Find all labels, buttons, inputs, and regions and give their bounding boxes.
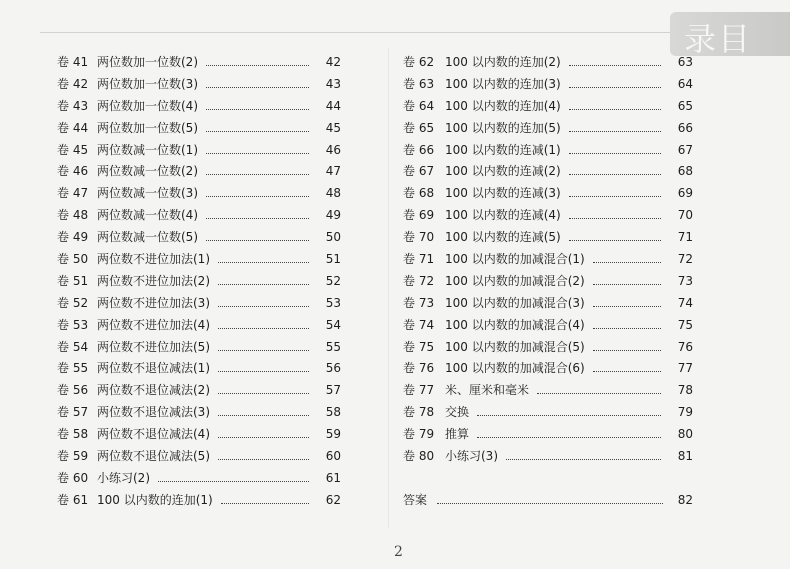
toc-entry-title: 100 以内数的连加(2): [445, 55, 561, 69]
toc-entry[interactable]: [403, 447, 693, 469]
toc-entry-title: 两位数不退位减法(4): [97, 427, 210, 442]
toc-entry[interactable]: [403, 162, 693, 184]
dot-leader: [569, 218, 661, 219]
toc-entry-title: 两位数不退位减法(2): [97, 383, 210, 398]
toc-entry-number: 卷 54: [57, 339, 89, 354]
dot-leader: [218, 393, 309, 394]
toc-entry[interactable]: [57, 162, 347, 184]
dot-leader: [206, 218, 309, 219]
toc-entry[interactable]: [403, 75, 693, 97]
contents-header-tab: [670, 12, 790, 56]
toc-entry-number: 卷 70: [403, 230, 435, 245]
toc-entry-page: 62: [325, 492, 341, 507]
dot-leader: [218, 350, 309, 351]
toc-entry[interactable]: [403, 272, 693, 294]
toc-entry-title: 两位数不进位加法(3): [97, 295, 210, 310]
dot-leader: [206, 131, 309, 132]
toc-entry-number: 卷 74: [403, 317, 435, 332]
dot-leader: [569, 87, 661, 88]
dot-leader: [537, 393, 661, 394]
toc-entry[interactable]: [403, 97, 693, 119]
toc-entry[interactable]: [403, 425, 693, 447]
toc-entry-page: 61: [325, 470, 341, 485]
toc-entry-number: 卷 52: [57, 295, 89, 310]
toc-entry-title: 100 以内数的连减(4): [445, 208, 561, 223]
toc-entry-page: 47: [325, 164, 341, 179]
toc-entry-title: 100 以内数的连加(3): [445, 76, 561, 91]
toc-entry-title: 两位数加一位数(3): [97, 76, 198, 91]
toc-entry-number: 卷 47: [57, 186, 89, 201]
toc-entry-number: 卷 41: [57, 55, 89, 69]
dot-leader: [593, 328, 661, 329]
toc-entry-title: 100 以内数的连加(1): [97, 492, 213, 507]
toc-entry[interactable]: [57, 272, 347, 294]
toc-entry-title: 100 以内数的加减混合(4): [445, 317, 585, 332]
toc-entry-title: 两位数不退位减法(3): [97, 405, 210, 420]
dot-leader: [218, 371, 309, 372]
toc-entry[interactable]: [403, 141, 693, 163]
toc-entry[interactable]: [403, 250, 693, 272]
toc-entry-page: 66: [677, 120, 693, 135]
toc-entry-number: 卷 50: [57, 252, 89, 267]
toc-entry[interactable]: [403, 228, 693, 250]
toc-entry[interactable]: [57, 338, 347, 360]
toc-entry-title: 两位数加一位数(4): [97, 98, 198, 113]
toc-entry[interactable]: [403, 381, 693, 403]
toc-entry-page: 43: [325, 76, 341, 91]
toc-entry-number: 卷 61: [57, 492, 89, 507]
toc-entry-title: 两位数不进位加法(1): [97, 252, 210, 267]
toc-entry[interactable]: [57, 316, 347, 338]
toc-entry-page: 50: [325, 230, 341, 245]
toc-entry-title: 推算: [445, 427, 470, 442]
toc-entry[interactable]: [57, 359, 347, 381]
dot-leader: [593, 306, 661, 307]
toc-entry-title: 100 以内数的连加(5): [445, 120, 561, 135]
toc-entry-number: 卷 57: [57, 405, 89, 420]
top-rule: [40, 32, 670, 33]
toc-entry-number: 卷 63: [403, 76, 435, 91]
dot-leader: [221, 503, 309, 504]
dot-leader: [218, 328, 309, 329]
toc-entry-number: 卷 75: [403, 339, 435, 354]
toc-entry-number: 卷 56: [57, 383, 89, 398]
dot-leader: [206, 153, 309, 154]
toc-entry-page: 79: [677, 405, 693, 420]
toc-entry[interactable]: [57, 491, 347, 513]
toc-entry-number: 卷 59: [57, 449, 89, 464]
dot-leader: [593, 371, 661, 372]
toc-entry-number: 卷 64: [403, 98, 435, 113]
toc-entry[interactable]: [57, 141, 347, 163]
toc-entry-title: 两位数不进位加法(4): [97, 317, 210, 332]
dot-leader: [206, 196, 309, 197]
toc-entry-title: 小练习(2): [97, 470, 150, 485]
toc-entry-title: 100 以内数的连加(4): [445, 98, 561, 113]
toc-entry-number: 卷 48: [57, 208, 89, 223]
dot-leader: [206, 109, 309, 110]
dot-leader: [218, 459, 309, 460]
toc-entry-number: 卷 73: [403, 295, 435, 310]
toc-entry-title: 两位数加一位数(2): [97, 55, 198, 69]
toc-entry-title: 两位数减一位数(3): [97, 186, 198, 201]
toc-entry[interactable]: [57, 447, 347, 469]
dot-leader: [206, 87, 309, 88]
toc-entry-title: 100 以内数的连减(3): [445, 186, 561, 201]
toc-left-column: [57, 53, 347, 513]
toc-entry[interactable]: [57, 228, 347, 250]
toc-entry-page: 74: [677, 295, 693, 310]
toc-right-column: [403, 53, 693, 469]
dot-leader: [158, 481, 309, 482]
toc-entry-number: 卷 42: [57, 76, 89, 91]
toc-entry-page: 56: [325, 361, 341, 376]
toc-entry-page: 71: [677, 230, 693, 245]
toc-entry[interactable]: [403, 338, 693, 360]
toc-entry-number: 卷 45: [57, 142, 89, 157]
dot-leader: [218, 415, 309, 416]
toc-entry-title: 100 以内数的连减(1): [445, 142, 561, 157]
dot-leader: [569, 174, 661, 175]
dot-leader: [218, 284, 309, 285]
toc-entry-number: 卷 62: [403, 55, 435, 69]
toc-entry-title: 100 以内数的加减混合(6): [445, 361, 585, 376]
toc-entry[interactable]: [57, 250, 347, 272]
toc-entry-title: 答案: [403, 493, 428, 507]
toc-entry-title: 两位数减一位数(4): [97, 208, 198, 223]
toc-entry[interactable]: [403, 294, 693, 316]
toc-entry-number: 卷 69: [403, 208, 435, 223]
toc-entry[interactable]: [403, 316, 693, 338]
dot-leader: [569, 196, 661, 197]
toc-entry[interactable]: [403, 403, 693, 425]
dot-leader: [593, 350, 661, 351]
toc-entry-page: 59: [325, 427, 341, 442]
toc-entry-page: 55: [325, 339, 341, 354]
toc-entry[interactable]: [57, 119, 347, 141]
toc-entry-page: 64: [677, 76, 693, 91]
toc-entry-page: 45: [325, 120, 341, 135]
toc-entry-answers[interactable]: [403, 491, 693, 511]
toc-entry-page: 80: [677, 427, 693, 442]
toc-entry-page: 81: [677, 449, 693, 464]
toc-entry-title: 两位数减一位数(1): [97, 142, 198, 157]
toc-entry-page: 51: [325, 252, 341, 267]
toc-entry-page: 44: [325, 98, 341, 113]
toc-entry-page: 57: [325, 383, 341, 398]
toc-entry-page: 54: [325, 317, 341, 332]
toc-entry[interactable]: [57, 381, 347, 403]
toc-entry-page: 58: [325, 405, 341, 420]
toc-entry-number: 卷 43: [57, 98, 89, 113]
toc-entry-page: 72: [677, 252, 693, 267]
toc-entry-page: 69: [677, 186, 693, 201]
toc-entry[interactable]: [403, 53, 693, 75]
toc-entry-page: 46: [325, 142, 341, 157]
dot-leader: [569, 153, 661, 154]
toc-entry-page: 42: [325, 55, 341, 69]
dot-leader: [437, 503, 663, 504]
toc-entry[interactable]: [403, 206, 693, 228]
toc-entry-number: 卷 72: [403, 273, 435, 288]
toc-entry-number: 卷 78: [403, 405, 435, 420]
dot-leader: [569, 131, 661, 132]
toc-entry[interactable]: [57, 53, 347, 75]
toc-entry-title: 两位数加一位数(5): [97, 120, 198, 135]
toc-entry-number: 卷 65: [403, 120, 435, 135]
toc-entry-title: 两位数减一位数(2): [97, 164, 198, 179]
toc-entry-page: 52: [325, 273, 341, 288]
toc-entry-title: 100 以内数的连减(2): [445, 164, 561, 179]
dot-leader: [569, 65, 661, 66]
dot-leader: [593, 262, 661, 263]
toc-entry-title: 米、厘米和毫米: [445, 383, 530, 398]
toc-entry[interactable]: [57, 184, 347, 206]
dot-leader: [218, 262, 309, 263]
toc-entry-page: 48: [325, 186, 341, 201]
toc-entry-number: 卷 79: [403, 427, 435, 442]
toc-entry-page: 60: [325, 449, 341, 464]
toc-entry[interactable]: [57, 469, 347, 491]
dot-leader: [206, 240, 309, 241]
toc-entry-page: 70: [677, 208, 693, 223]
toc-entry-page: 77: [677, 361, 693, 376]
toc-entry-title: 两位数不退位减法(5): [97, 449, 210, 464]
toc-entry[interactable]: [403, 359, 693, 381]
toc-entry-number: 卷 55: [57, 361, 89, 376]
toc-entry-title: 两位数不进位加法(2): [97, 273, 210, 288]
toc-entry-number: 卷 49: [57, 230, 89, 245]
toc-entry-number: 卷 68: [403, 186, 435, 201]
dot-leader: [477, 415, 661, 416]
toc-entry-number: 卷 60: [57, 470, 89, 485]
toc-entry-title: 100 以内数的加减混合(1): [445, 252, 585, 267]
toc-entry-title: 两位数不退位减法(1): [97, 361, 210, 376]
toc-entry[interactable]: [57, 97, 347, 119]
toc-entry-number: 卷 66: [403, 142, 435, 157]
toc-entry-number: 卷 67: [403, 164, 435, 179]
dot-leader: [569, 109, 661, 110]
toc-entry[interactable]: [57, 425, 347, 447]
dot-leader: [569, 240, 661, 241]
contents-header-label: 录目: [684, 20, 753, 58]
page-number: 2: [394, 544, 403, 560]
toc-entry[interactable]: [403, 119, 693, 141]
toc-entry-title: 100 以内数的连减(5): [445, 230, 561, 245]
toc-entry-number: 卷 46: [57, 164, 89, 179]
toc-entry[interactable]: [57, 403, 347, 425]
toc-entry-page: 65: [677, 98, 693, 113]
toc-entry-page: 75: [677, 317, 693, 332]
toc-entry-number: 卷 76: [403, 361, 435, 376]
toc-entry-page: 49: [325, 208, 341, 223]
toc-entry-page: 82: [677, 493, 693, 507]
dot-leader: [206, 174, 309, 175]
toc-entry-page: 63: [677, 55, 693, 69]
dot-leader: [206, 65, 309, 66]
toc-entry-title: 100 以内数的加减混合(5): [445, 339, 585, 354]
toc-entry-page: 76: [677, 339, 693, 354]
toc-entry[interactable]: [57, 206, 347, 228]
toc-entry-title: 100 以内数的加减混合(2): [445, 273, 585, 288]
toc-entry-page: 73: [677, 273, 693, 288]
toc-entry-page: 53: [325, 295, 341, 310]
toc-entry-page: 78: [677, 383, 693, 398]
toc-entry-page: 68: [677, 164, 693, 179]
dot-leader: [218, 437, 309, 438]
column-divider: [388, 48, 389, 528]
dot-leader: [506, 459, 661, 460]
dot-leader: [593, 284, 661, 285]
toc-entry-title: 小练习(3): [445, 449, 498, 464]
dot-leader: [477, 437, 661, 438]
toc-entry-number: 卷 71: [403, 252, 435, 267]
toc-entry-number: 卷 44: [57, 120, 89, 135]
toc-entry-number: 卷 53: [57, 317, 89, 332]
toc-entry[interactable]: [403, 184, 693, 206]
dot-leader: [218, 306, 309, 307]
toc-entry-number: 卷 51: [57, 273, 89, 288]
toc-entry-number: 卷 77: [403, 383, 435, 398]
toc-entry-number: 卷 80: [403, 449, 435, 464]
toc-entry[interactable]: [57, 294, 347, 316]
toc-entry-page: 67: [677, 142, 693, 157]
toc-entry-number: 卷 58: [57, 427, 89, 442]
toc-entry[interactable]: [57, 75, 347, 97]
toc-entry-title: 两位数不进位加法(5): [97, 339, 210, 354]
toc-entry-title: 100 以内数的加减混合(3): [445, 295, 585, 310]
toc-entry-title: 交换: [445, 405, 470, 420]
toc-entry-title: 两位数减一位数(5): [97, 230, 198, 245]
